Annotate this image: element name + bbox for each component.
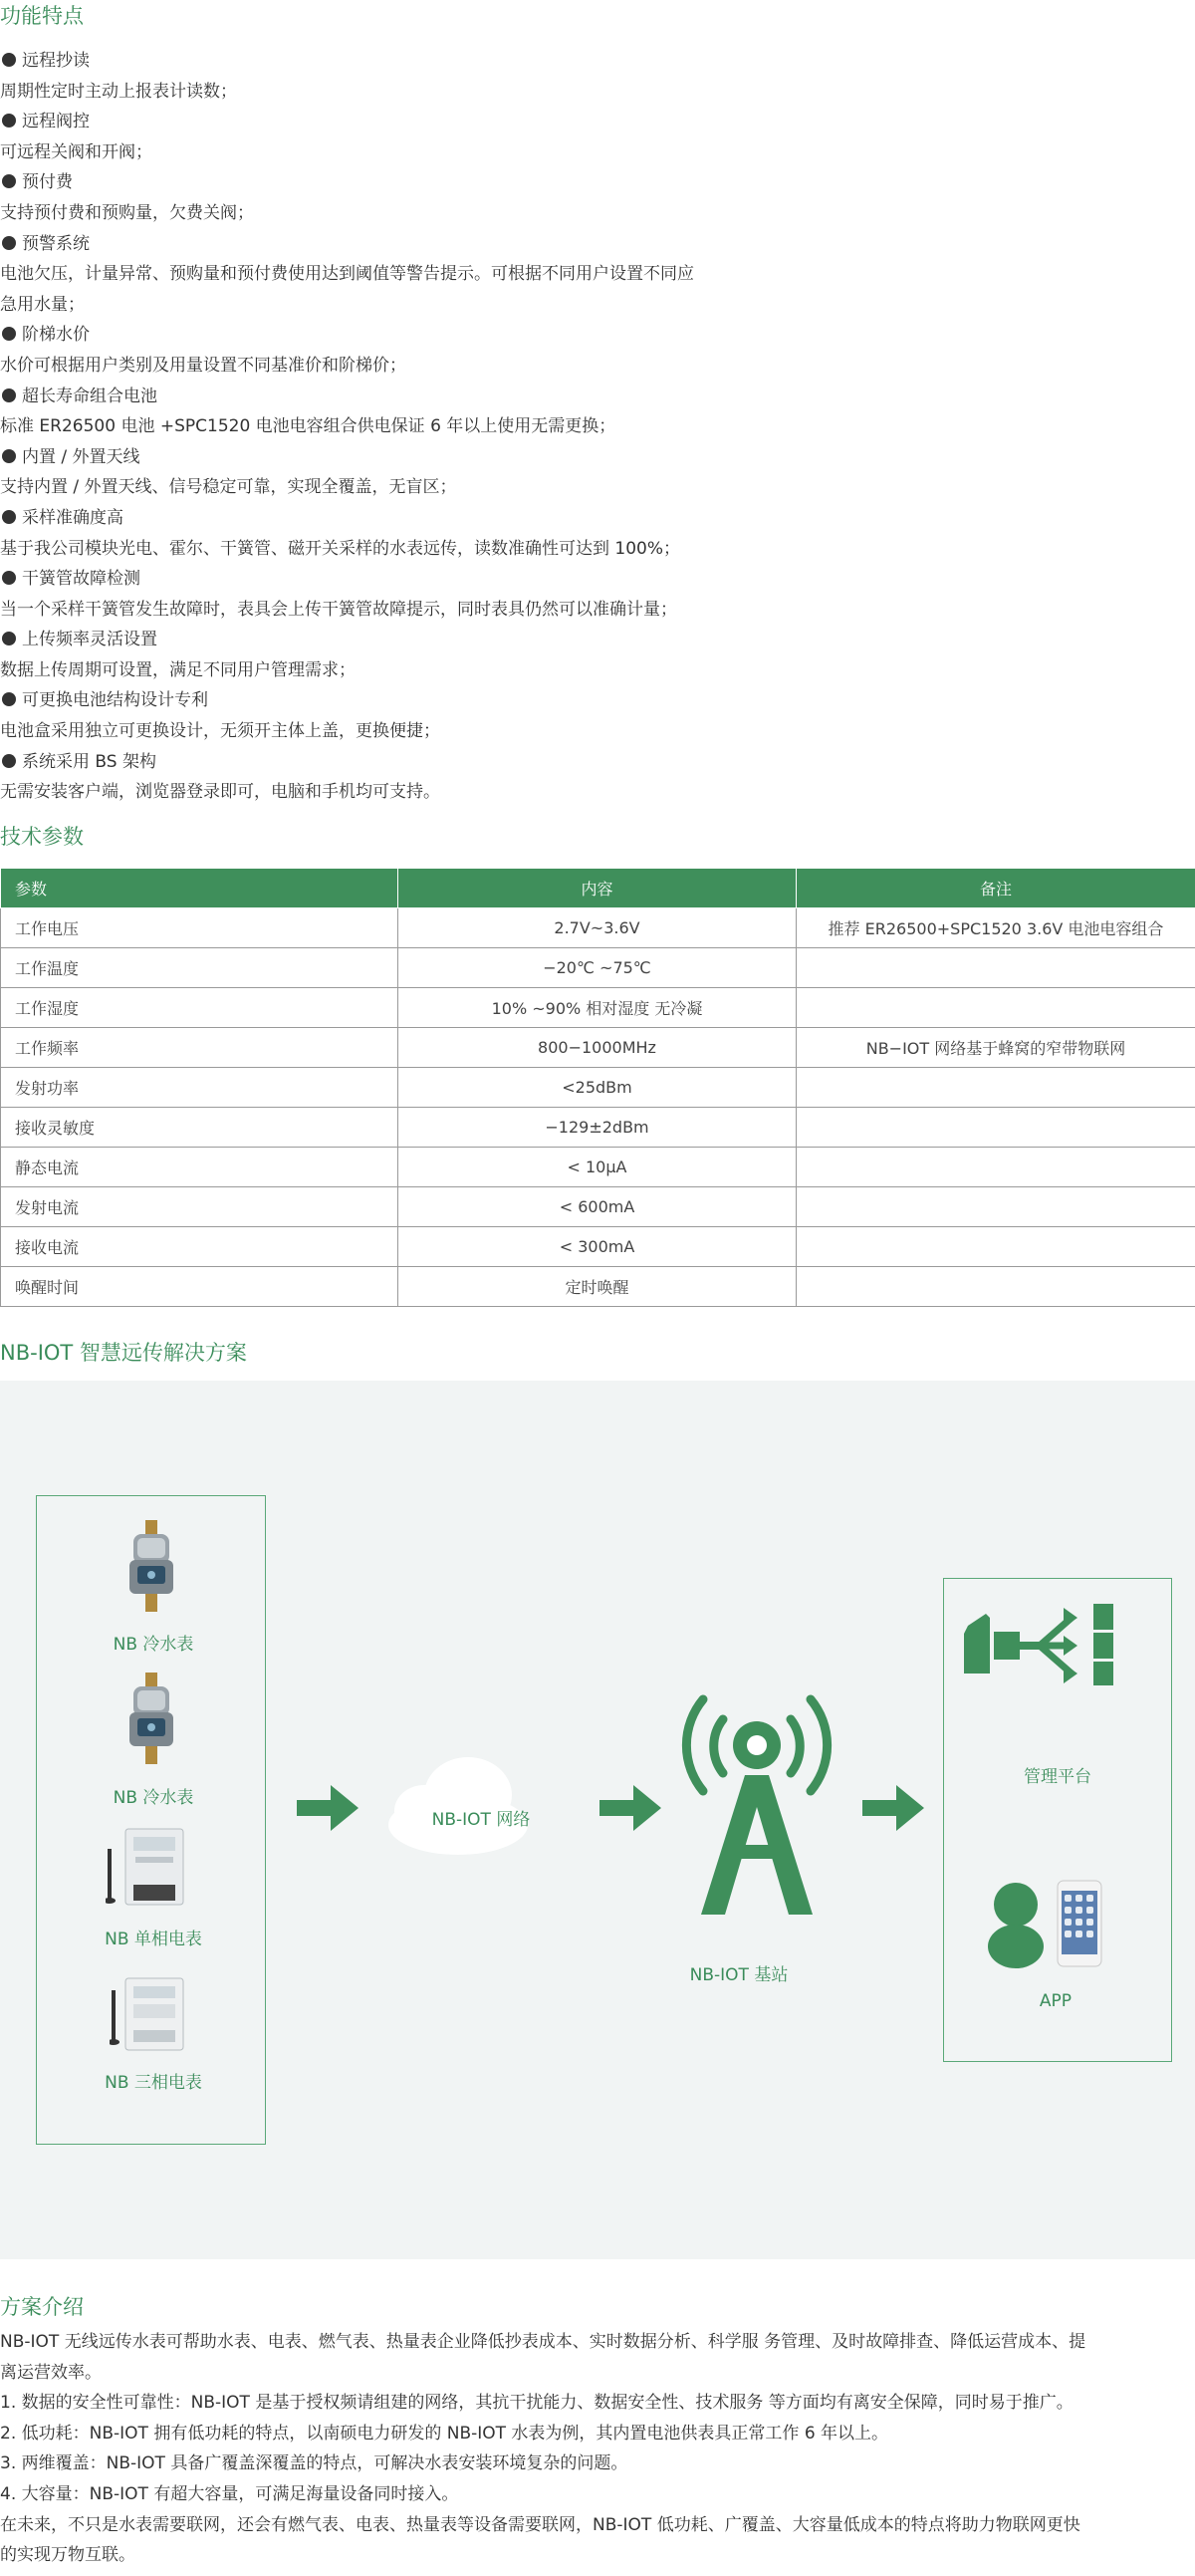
param-value-cell: −129±2dBm: [398, 1108, 797, 1148]
feature-heading: [0, 503, 1195, 534]
feature-heading: [0, 229, 1195, 260]
features-title: 功能特点: [0, 4, 84, 28]
feature-name: 内置 / 外置天线: [22, 446, 140, 467]
feature-heading: [0, 167, 1195, 198]
bullet-dot-icon: [2, 114, 16, 128]
feature-name: 远程抄读: [22, 51, 90, 71]
base-station-label: NB-IOT 基站: [689, 1965, 789, 1985]
single-phase-meter-image: [106, 1827, 187, 1907]
management-platform-icon: [960, 1604, 1117, 1685]
intro-body: [0, 2327, 1195, 2571]
feature-description: 电池盒采用独立可更换设计，无须开主体上盖，更换便捷；: [0, 721, 440, 742]
param-value-cell: 2.7V~3.6V: [398, 908, 797, 948]
param-remark-cell: 推荐 ER26500+SPC1520 3.6V 电池电容组合: [797, 908, 1195, 948]
feature-description: 支持内置 / 外置天线、信号稳定可靠，实现全覆盖，无盲区；: [0, 477, 457, 498]
intro-paragraph-line: 的实现万物互联。: [0, 2545, 135, 2566]
bullet-dot-icon: [2, 327, 16, 341]
feature-heading: [0, 107, 1195, 137]
bullet-dot-icon: [2, 449, 16, 463]
intro-paragraph-line: 离运营效率。: [0, 2362, 102, 2383]
network-label: NB-IOT 网络: [431, 1810, 531, 1830]
param-name-cell: 工作湿度: [1, 988, 398, 1028]
param-name-cell: 工作电压: [1, 908, 398, 948]
intro-paragraph-line: 2. 低功耗：NB-IOT 拥有低功耗的特点，以南硕电力研发的 NB-IOT 水表为例，其内置电池供表具正常工作 6 年以上。: [0, 2423, 889, 2444]
param-name-cell: 工作温度: [1, 948, 398, 988]
param-remark-cell: [797, 988, 1195, 1028]
device-label: NB 三相电表: [105, 2073, 202, 2093]
feature-heading: [0, 46, 1195, 77]
feature-description: 当一个采样干簧管发生故障时，表具会上传干簧管故障提示，同时表具仍然可以准确计量；: [0, 599, 677, 620]
tech-params-table: [0, 868, 1195, 1307]
platform-label: 管理平台: [1024, 1767, 1091, 1787]
bullet-dot-icon: [2, 754, 16, 768]
param-value-cell: 800−1000MHz: [398, 1028, 797, 1068]
param-value-cell: < 600mA: [398, 1187, 797, 1227]
param-name-cell: 工作频率: [1, 1028, 398, 1068]
feature-description: 标准 ER26500 电池 +SPC1520 电池电容组合供电保证 6 年以上使用无需更换；: [0, 416, 616, 437]
feature-description: 数据上传周期可设置，满足不同用户管理需求；: [0, 659, 356, 680]
feature-name: 上传频率灵活设置: [22, 630, 157, 650]
feature-name: 干簧管故障检测: [22, 569, 140, 590]
intro-paragraph-line: 在未来，不只是水表需要联网，还会有燃气表、电表、热量表等设备需要联网，NB-IOT 低功耗、广覆盖、大容量低成本的特点将助力物联网更快: [0, 2514, 1080, 2535]
bullet-dot-icon: [2, 692, 16, 706]
intro-paragraph-line: NB-IOT 无线远传水表可帮助水表、电表、燃气表、热量表企业降低抄表成本、实时数据分析、科学服 务管理、及时故障排查、降低运营成本、提: [0, 2332, 1086, 2352]
cloud-icon: [384, 1749, 532, 1859]
solution-title: NB-IOT 智慧远传解决方案: [0, 1341, 247, 1365]
feature-name: 阶梯水价: [22, 325, 90, 346]
feature-heading: [0, 747, 1195, 778]
param-value-cell: −20℃ ~75℃: [398, 948, 797, 988]
feature-heading: [0, 442, 1195, 473]
param-value-cell: <25dBm: [398, 1068, 797, 1108]
feature-heading: [0, 564, 1195, 595]
param-name-cell: 接收电流: [1, 1227, 398, 1267]
bullet-dot-icon: [2, 174, 16, 188]
column-header-param: 参数: [1, 869, 398, 908]
bullet-dot-icon: [2, 236, 16, 250]
three-phase-meter-image: [110, 1976, 185, 2052]
param-name-cell: 发射电流: [1, 1187, 398, 1227]
feature-description: 周期性定时主动上报表计读数；: [0, 81, 237, 102]
feature-heading: [0, 625, 1195, 655]
feature-description: 无需安装客户端，浏览器登录即可，电脑和手机均可支持。: [0, 782, 440, 803]
param-remark-cell: [797, 1148, 1195, 1187]
feature-name: 预付费: [22, 172, 73, 193]
feature-list: [0, 46, 1195, 808]
param-name-cell: 静态电流: [1, 1148, 398, 1187]
feature-description: 电池欠压，计量异常、预购量和预付费使用达到阈值等警告提示。可根据不同用户设置不同应: [0, 264, 694, 285]
param-remark-cell: [797, 948, 1195, 988]
intro-paragraph-line: 1. 数据的安全性可靠性：NB-IOT 是基于授权频请组建的网络，其抗干扰能力、数据安全性、技术服务 等方面均有离安全保障，同时易于推广。: [0, 2393, 1074, 2414]
device-label: NB 单相电表: [105, 1930, 202, 1949]
feature-description: 急用水量；: [0, 294, 85, 315]
table-row: [1, 948, 1195, 988]
param-name-cell: 接收灵敏度: [1, 1108, 398, 1148]
table-header-row: [1, 869, 1195, 908]
param-name-cell: 唤醒时间: [1, 1267, 398, 1307]
column-header-remark: 备注: [797, 869, 1195, 908]
device-label: NB 冷水表: [113, 1788, 194, 1808]
param-remark-cell: [797, 1187, 1195, 1227]
param-name-cell: 发射功率: [1, 1068, 398, 1108]
feature-heading: [0, 685, 1195, 716]
water-meter-image: [123, 1520, 179, 1612]
intro-paragraph-line: 3. 两维覆盖：NB-IOT 具备广覆盖深覆盖的特点，可解决水表安装环境复杂的问题。: [0, 2453, 628, 2474]
param-value-cell: < 10μA: [398, 1148, 797, 1187]
table-row: [1, 1187, 1195, 1227]
intro-paragraph-line: 4. 大容量：NB-IOT 有超大容量，可满足海量设备同时接入。: [0, 2483, 459, 2504]
device-label: NB 冷水表: [113, 1635, 194, 1655]
intro-title: 方案介绍: [0, 2295, 84, 2319]
solution-diagram: [0, 1381, 1195, 2259]
param-remark-cell: [797, 1227, 1195, 1267]
bullet-dot-icon: [2, 571, 16, 585]
param-remark-cell: [797, 1068, 1195, 1108]
bullet-dot-icon: [2, 632, 16, 645]
feature-name: 采样准确度高: [22, 507, 123, 528]
arrow-right-icon: [297, 1785, 358, 1831]
table-row: [1, 1068, 1195, 1108]
table-row: [1, 1267, 1195, 1307]
table-row: [1, 1148, 1195, 1187]
arrow-right-icon: [599, 1785, 661, 1831]
feature-description: 可远程关阀和开阀；: [0, 141, 152, 162]
param-value-cell: 定时唤醒: [398, 1267, 797, 1307]
base-station-tower-icon: [665, 1679, 848, 1915]
param-value-cell: < 300mA: [398, 1227, 797, 1267]
bullet-dot-icon: [2, 53, 16, 67]
feature-description: 水价可根据用户类别及用量设置不同基准价和阶梯价；: [0, 355, 406, 376]
feature-description: 支持预付费和预购量，欠费关阀；: [0, 202, 254, 223]
bullet-dot-icon: [2, 388, 16, 402]
app-label: APP: [1039, 1991, 1073, 2011]
feature-heading: [0, 382, 1195, 412]
feature-name: 远程阀控: [22, 112, 90, 132]
feature-name: 预警系统: [22, 233, 90, 254]
bullet-dot-icon: [2, 510, 16, 524]
table-row: [1, 1227, 1195, 1267]
feature-description: 基于我公司模块光电、霍尔、干簧管、磁开关采样的水表远传，读数准确性可达到 100%；: [0, 538, 681, 559]
arrow-right-icon: [862, 1785, 924, 1831]
param-remark-cell: [797, 1267, 1195, 1307]
param-value-cell: 10% ~90% 相对湿度 无冷凝: [398, 988, 797, 1028]
water-meter-image: [123, 1673, 179, 1764]
column-header-content: 内容: [398, 869, 797, 908]
app-phone-icon: [986, 1879, 1105, 1970]
table-row: [1, 988, 1195, 1028]
feature-heading: [0, 320, 1195, 351]
feature-name: 超长寿命组合电池: [22, 386, 157, 406]
table-row: [1, 1108, 1195, 1148]
param-remark-cell: NB−IOT 网络基于蜂窝的窄带物联网: [797, 1028, 1195, 1068]
feature-name: 系统采用 BS 架构: [22, 751, 156, 772]
table-row: [1, 908, 1195, 948]
param-remark-cell: [797, 1108, 1195, 1148]
tech-title: 技术参数: [0, 825, 84, 849]
feature-name: 可更换电池结构设计专利: [22, 690, 208, 711]
table-row: [1, 1028, 1195, 1068]
